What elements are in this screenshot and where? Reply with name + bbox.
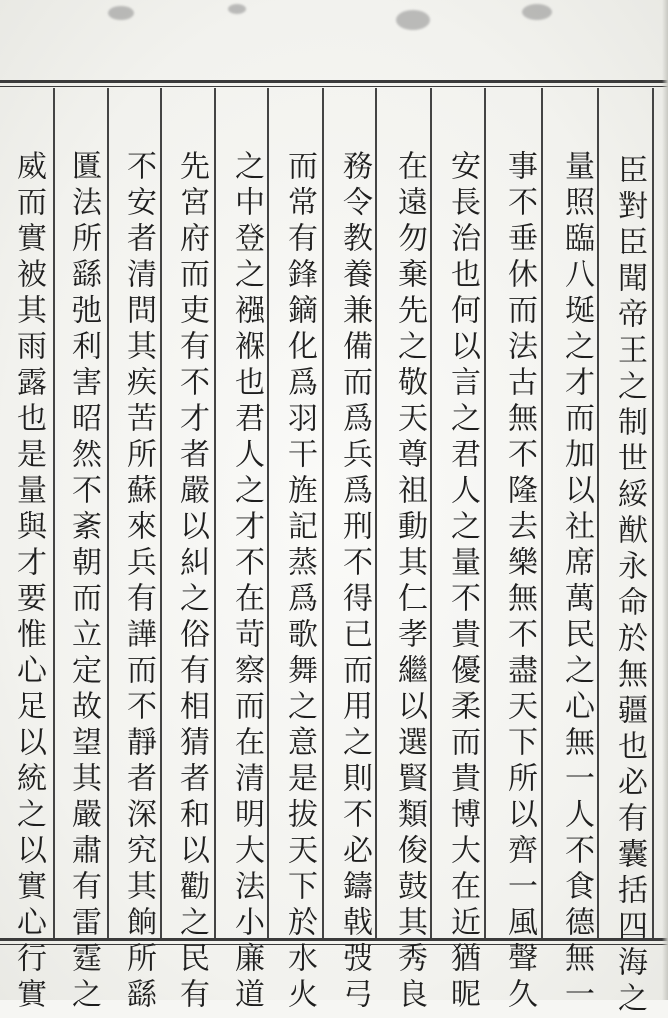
column-text: 安長治也何以言之君人之量不貴優柔而貴博大在近猶昵 [445, 150, 480, 1014]
column-text: 威而實被其雨露也是量與才要惟心足以統之以實心行實 [11, 150, 46, 1014]
text-column [59, 150, 107, 1014]
column-text: 先宮府而吏有不才者嚴以糾之俗有相猜者和以勸之民有 [174, 150, 209, 1014]
text-column [438, 150, 486, 1014]
text-column [552, 150, 600, 1014]
column-text: 匱法所繇弛利害昭然不紊朝而立定故望其嚴肅有雷霆之 [66, 150, 101, 1014]
text-column [330, 150, 378, 1014]
column-text: 而常有鋒鏑化爲羽干旌記蒸爲歌舞之意是拔天下於水火 [282, 150, 317, 1014]
text-column [222, 150, 270, 1014]
top-border-line [0, 80, 668, 83]
text-column [495, 150, 543, 1014]
column-text: 在遠勿棄先之敬天尊祖動其仁孝繼以選賢類俊鼓其秀良 [392, 150, 427, 1014]
column-text: 臣對臣聞帝王之制世綏猷永命於無疆也必有囊括四海之 [612, 154, 647, 1018]
top-border-line-inner [0, 86, 668, 87]
column-text: 事不垂休而法古無不隆去樂無不盡天下所以齊一風聲久 [502, 150, 537, 1014]
text-column [605, 154, 653, 1018]
text-column [114, 150, 162, 1014]
column-text: 量照臨八埏之才而加以社席萬民之心無一人不食德無一 [559, 150, 594, 1014]
text-column [275, 150, 323, 1014]
column-divider [53, 88, 55, 938]
column-text: 務令教養兼備而爲兵爲刑不得已而用之則不必鑄戟弢弓 [337, 150, 372, 1014]
text-column [167, 150, 215, 1014]
column-divider [107, 88, 109, 938]
text-column [4, 150, 52, 1014]
column-text: 之中登之襁褓也君人之才不在苛察而在清明大法小廉道 [229, 150, 264, 1014]
text-column [385, 150, 433, 1014]
page-edge-shadow [662, 0, 668, 1000]
column-text: 不安者清問其疾苦所蘇來兵有譁而不靜者深究其餉所繇 [121, 150, 156, 1014]
